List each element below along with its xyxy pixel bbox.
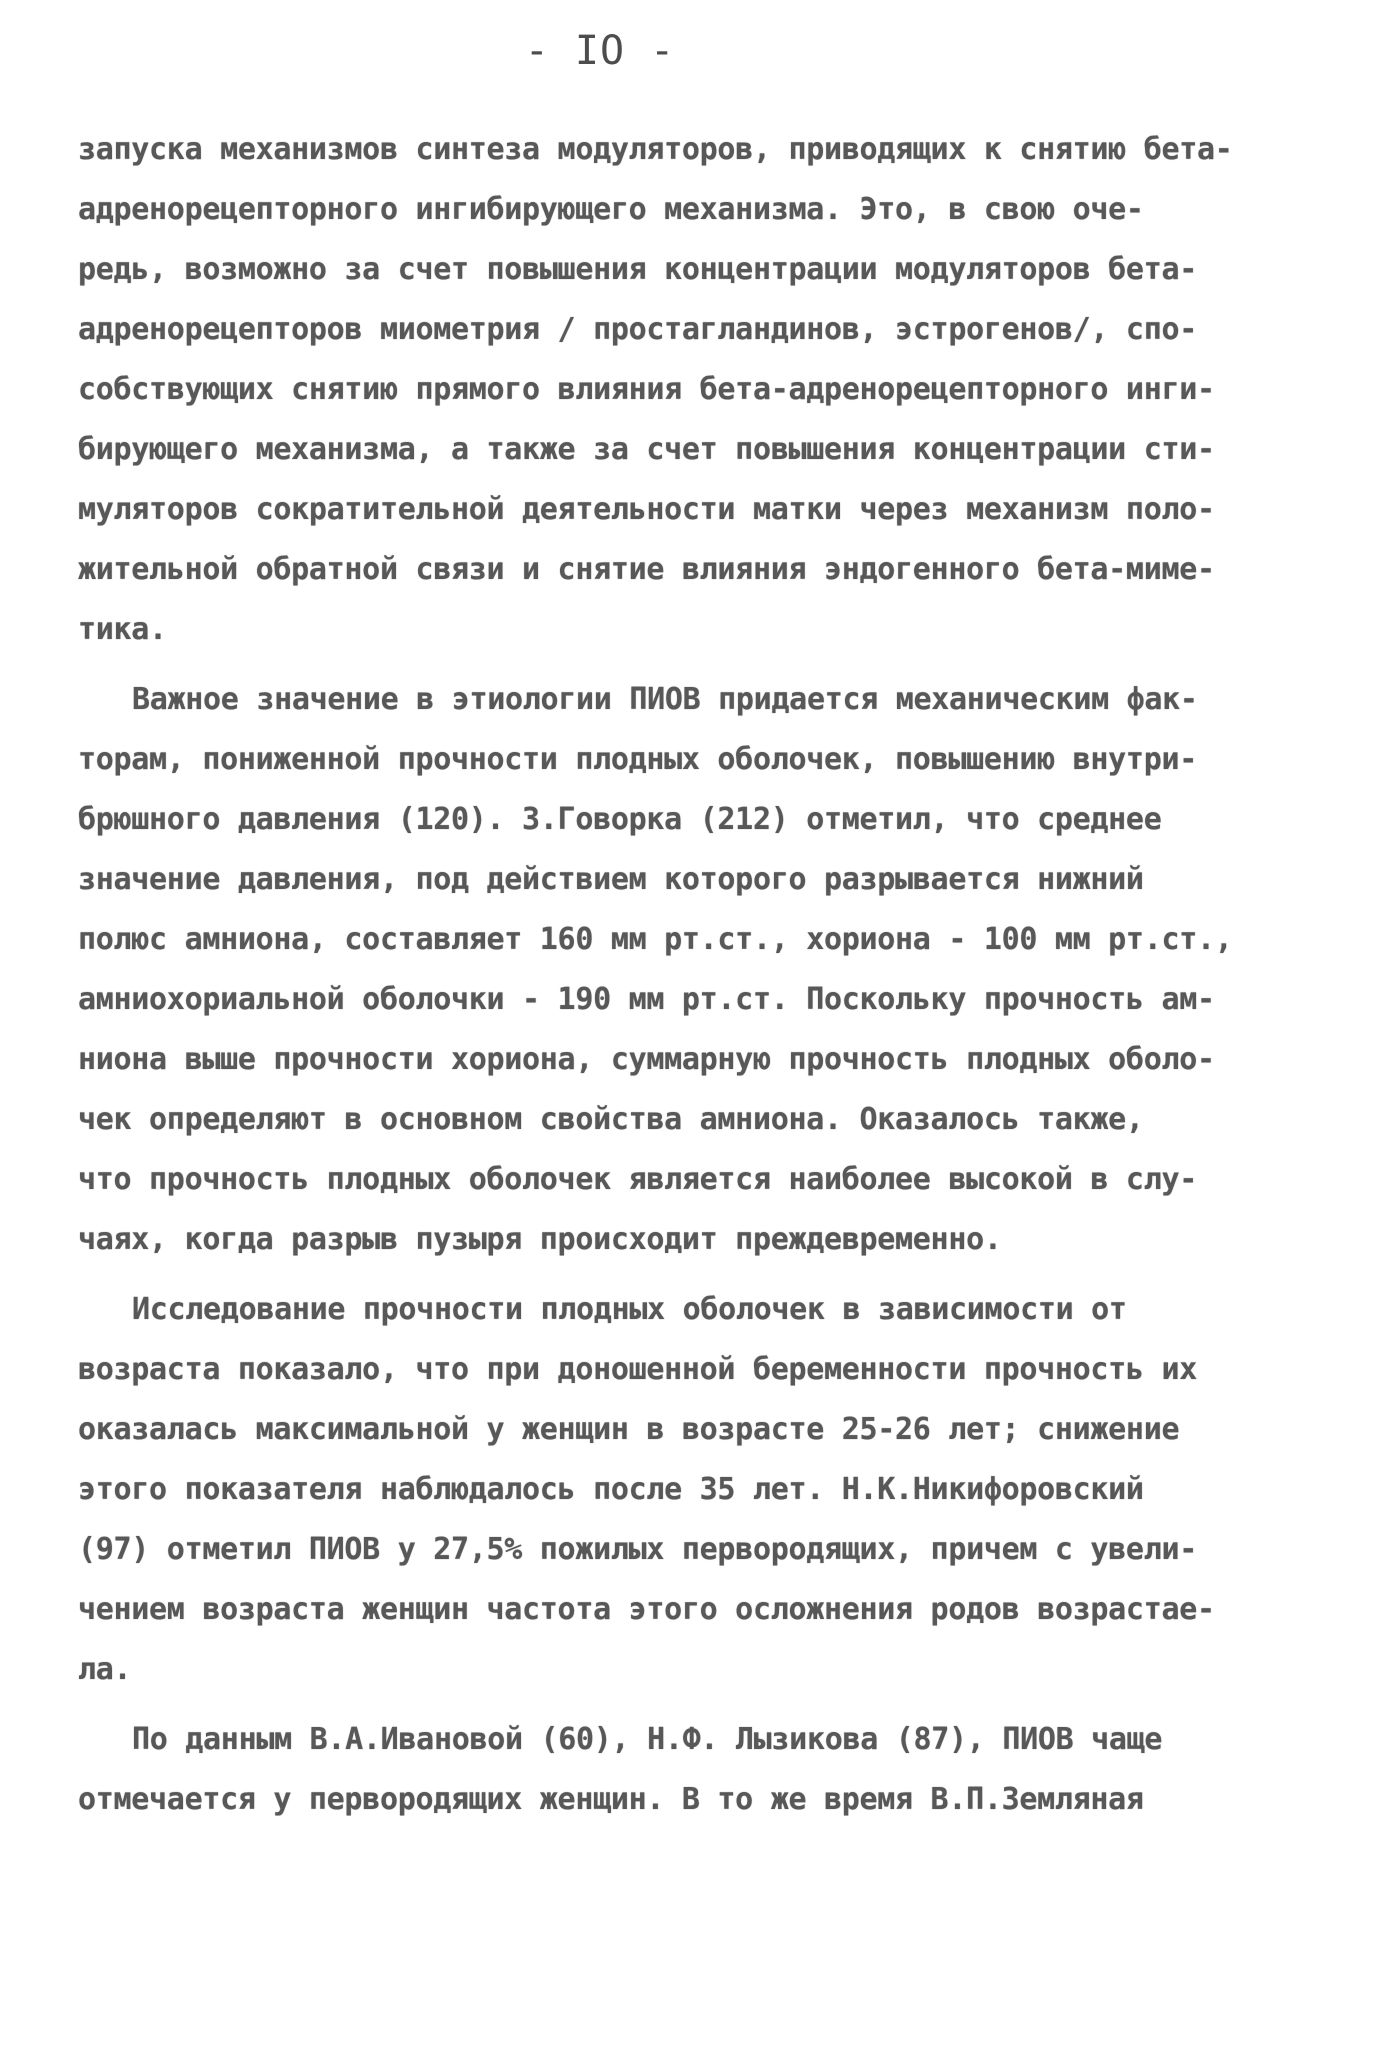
text-line: (97) отметил ПИОВ у 27,5% пожилых первородящих, причем с увели-: [78, 1532, 1197, 1567]
text-line: адренорецепторного ингибирующего механизма. Это, в свою оче-: [78, 192, 1144, 227]
text-line: этого показателя наблюдалось после 35 лет. Н.К.Никифоровский: [78, 1472, 1144, 1507]
text-line: ла.: [78, 1652, 132, 1687]
text-line: запуска механизмов синтеза модуляторов, приводящих к снятию бета-: [78, 132, 1233, 167]
text-line: амниохориальной оболочки - 190 мм рт.ст. Поскольку прочность ам-: [78, 982, 1215, 1017]
text-line: муляторов сократительной деятельности матки через механизм поло-: [78, 492, 1215, 527]
text-line: брюшного давления (120). З.Говорка (212) отметил, что среднее: [78, 802, 1162, 837]
text-line: бирующего механизма, а также за счет повышения концентрации сти-: [78, 432, 1215, 467]
text-line: чаях, когда разрыв пузыря происходит преждевременно.: [78, 1222, 1002, 1257]
text-line: отмечается у первородящих женщин. В то же время В.П.Земляная: [78, 1782, 1144, 1817]
text-line: собствующих снятию прямого влияния бета-адренорецепторного инги-: [78, 372, 1215, 407]
text-line: редь, возможно за счет повышения концентрации модуляторов бета-: [78, 252, 1197, 287]
text-line: тика.: [78, 612, 167, 647]
text-line: Важное значение в этиологии ПИОВ придается механическим фак-: [132, 682, 1198, 717]
text-line: значение давления, под действием которого разрывается нижний: [78, 862, 1144, 897]
text-line: возраста показало, что при доношенной беременности прочность их: [78, 1352, 1197, 1387]
text-line: По данным В.А.Ивановой (60), Н.Ф. Лызикова (87), ПИОВ чаще: [132, 1722, 1163, 1757]
text-line: чек определяют в основном свойства амниона. Оказалось также,: [78, 1102, 1144, 1137]
text-line: оказалась максимальной у женщин в возрасте 25-26 лет; снижение: [78, 1412, 1180, 1447]
text-line: адренорецепторов миометрия / простагландинов, эстрогенов/, спо-: [78, 312, 1197, 347]
text-line: жительной обратной связи и снятие влияния эндогенного бета-миме-: [78, 552, 1215, 587]
text-line: ниона выше прочности хориона, суммарную прочность плодных оболо-: [78, 1042, 1215, 1077]
text-line: чением возраста женщин частота этого осложнения родов возрастае-: [78, 1592, 1215, 1627]
text-line: Исследование прочности плодных оболочек в зависимости от: [132, 1292, 1127, 1327]
text-line: полюс амниона, составляет 160 мм рт.ст., хориона - 100 мм рт.ст.,: [78, 922, 1233, 957]
text-line: торам, пониженной прочности плодных оболочек, повышению внутри-: [78, 742, 1197, 777]
page-number: - IO -: [524, 28, 676, 74]
text-line: что прочность плодных оболочек является наиболее высокой в слу-: [78, 1162, 1197, 1197]
